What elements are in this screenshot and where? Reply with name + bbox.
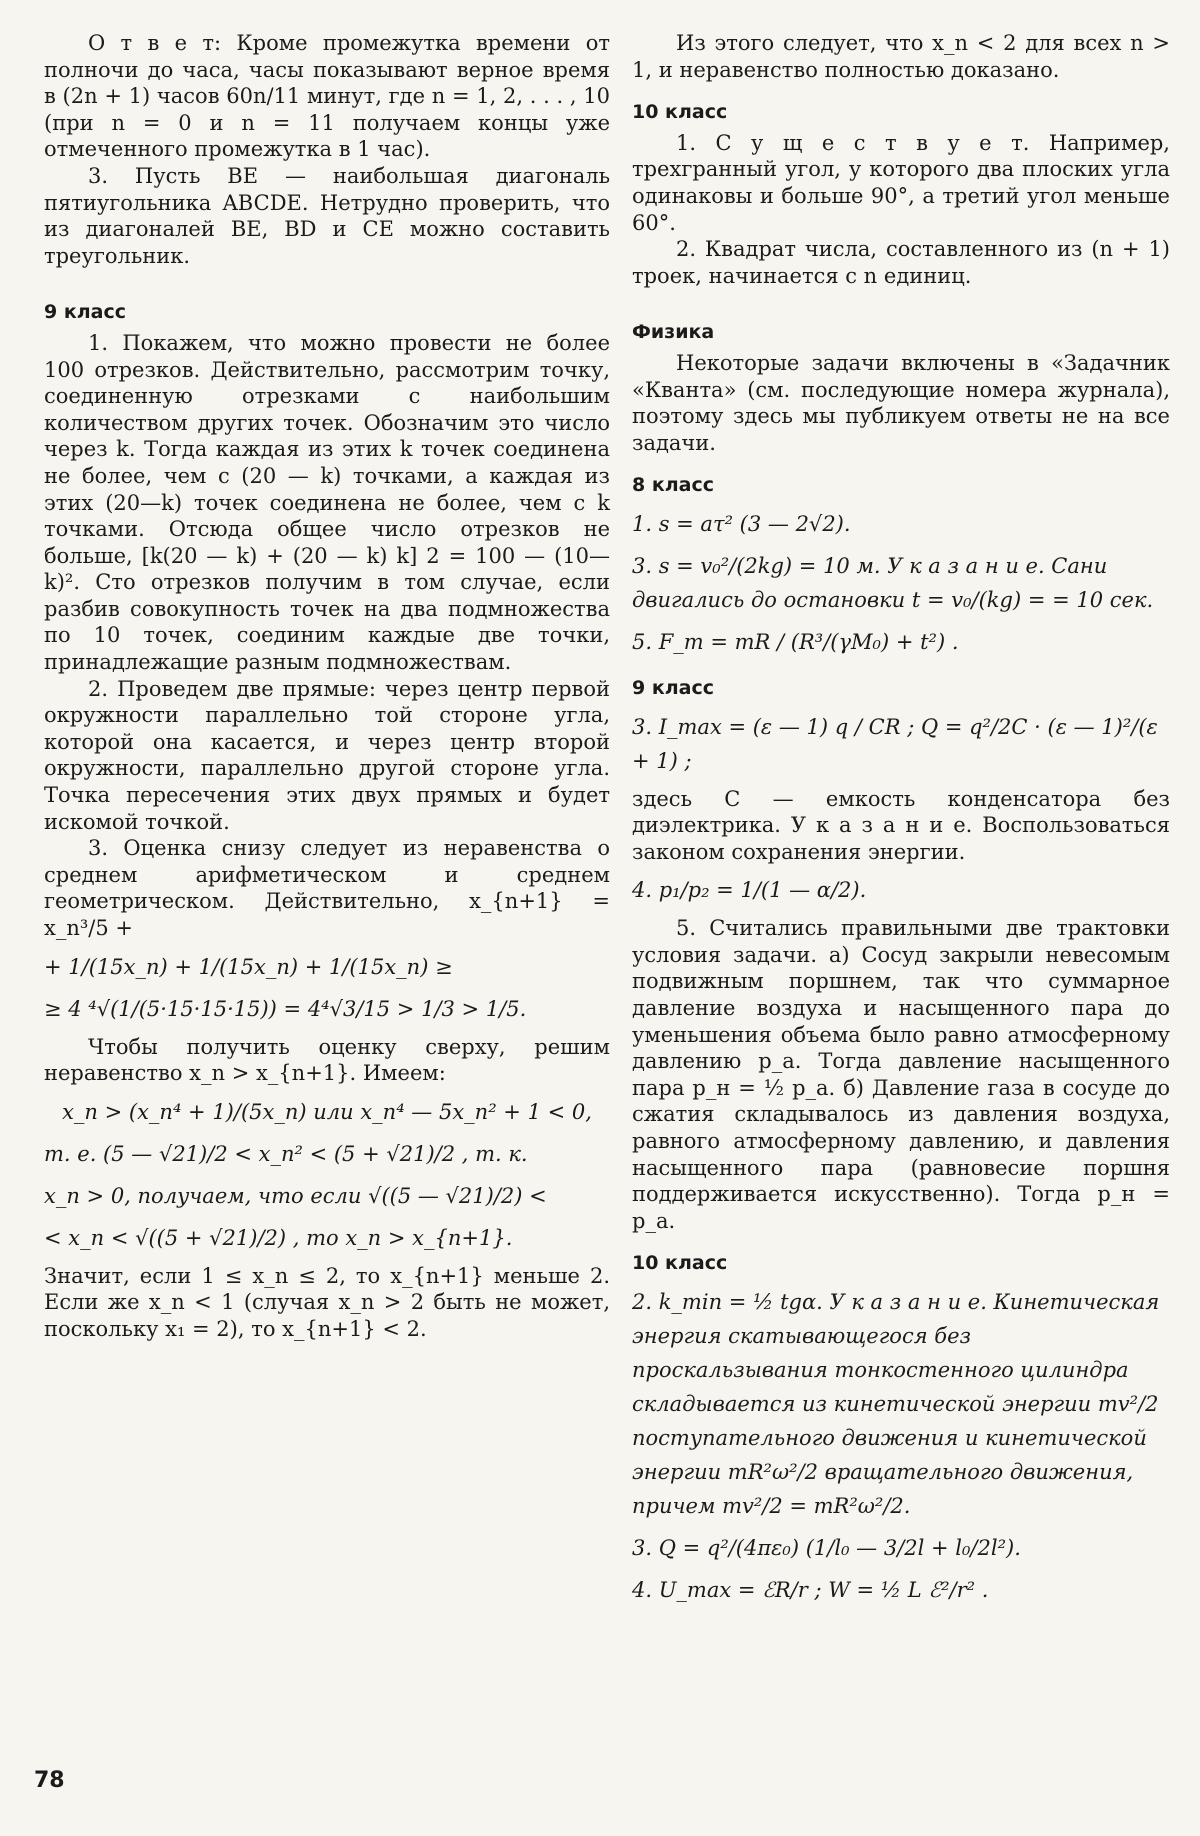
physics-heading-8: 8 класс xyxy=(632,474,714,497)
physics-9-3-note: здесь C — емкость конденсатора без диэлектрика. У к а з а н и е. Воспользоваться законом сохранения энергии. xyxy=(632,786,1170,864)
formula-10-2: 2. k_min = ½ tgα. У к а з а н и е. Кинетическая энергия скатывающегося без проскальзывания тонкостенного цилиндра складывается из кинетической энергии mv²/2 поступательного движения и кинетической энергии mR²ω²/2 вращательного движения, причем mv²/2 = mR²ω²/2. xyxy=(632,1290,1160,1518)
formula-9-3e: x_n > 0, получаем, что если √((5 — √21)/2) < xyxy=(44,1183,547,1208)
right-column xyxy=(632,30,1170,1615)
answer-paragraph: О т в е т: Кроме промежутка времени от полночи до часа, часы показывают верное время в (2n + 1) часов 60n/11 минут, где n = 1, 2, . . . , 10 (при n = 0 и n = 11 получаем концы уже отмеченного промежутка в 1 час). xyxy=(44,31,610,162)
problem-9-3-conclusion: Значит, если 1 ≤ x_n ≤ 2, то x_{n+1} меньше 2. Если же x_n < 1 (случая x_n > 2 быть не может, поскольку x₁ = 2), то x_{n+1} < 2. xyxy=(44,1263,610,1341)
problem-9-2: 2. Проведем две прямые: через центр первой окружности параллельно той стороне угла, которой она касается, и через центр второй окружности, параллельно другой стороне угла. Точка пересечения этих двух прямых и будет искомой точкой. xyxy=(44,676,610,834)
formula-9-3f: < x_n < √((5 + √21)/2) , то x_n > x_{n+1}. xyxy=(44,1225,513,1250)
formula-8-1: 1. s = aτ² (3 — 2√2). xyxy=(632,511,851,536)
problem-9-3-upper: Чтобы получить оценку сверху, решим неравенство x_n > x_{n+1}. Имеем: xyxy=(44,1034,610,1086)
formula-8-3: 3. s = v₀²/(2kg) = 10 м. У к а з а н и е. Сани двигались до остановки t = v₀/(kg) = = 10 сек. xyxy=(632,553,1154,612)
formula-9-3d: т. е. (5 — √21)/2 < x_n² < (5 + √21)/2 , т. к. xyxy=(44,1141,528,1166)
formula-9-3a: + 1/(15x_n) + 1/(15x_n) + 1/(15x_n) ≥ xyxy=(44,954,453,979)
problem-9-1: 1. Покажем, что можно провести не более 100 отрезков. Действительно, рассмотрим точку, соединенную отрезками с наибольшим количеством других точек. Обозначим это число через k. Тогда каждая из этих k точек соединена не более, чем с (20 — k) точками, а каждая из этих (20—k) точек соединена не более, чем с k точками. Отсюда общее число отрезков не больше, [k(20 — k) + (20 — k) k] 2 = 100 — (10—k)². Сто отрезков получим в том случае, если разбив совокупность точек на два подмножества по 10 точек, соединим каждые две точки, принадлежащие разным подмножествам. xyxy=(44,330,610,675)
formula-9-4: 4. p₁/p₂ = 1/(1 — α/2). xyxy=(632,878,867,903)
formula-8-5: 5. F_т = mR / (R³/(γM₀) + t²) . xyxy=(632,629,959,654)
left-column xyxy=(44,30,610,1343)
physics-intro: Некоторые задачи включены в «Задачник «Кванта» (см. последующие номера журнала), поэтому здесь мы публикуем ответы не на все задачи. xyxy=(632,350,1170,455)
section-heading-physics: Физика xyxy=(632,321,715,344)
physics-heading-10: 10 класс xyxy=(632,1252,728,1275)
section-heading-10: 10 класс xyxy=(632,101,728,124)
physics-heading-9: 9 класс xyxy=(632,676,714,699)
problem-10-1: 1. С у щ е с т в у е т. Например, трехгранный угол, у которого два плоских угла одинаковы и больше 90°, а третий угол меньше 60°. xyxy=(632,130,1170,235)
problem-10-2: 2. Квадрат числа, составленного из (n + 1) троек, начинается с n единиц. xyxy=(632,237,1170,288)
formula-10-3: 3. Q = q²/(4πε₀) (1/l₀ — 3/2l + l₀/2l²). xyxy=(632,1536,1021,1560)
problem-9-3: 3. Оценка снизу следует из неравенства о среднем арифметическом и среднем геометрическом. Действительно, x_{n+1} = x_n³/5 + xyxy=(44,836,610,940)
problem-3-answer: 3. Пусть BE — наибольшая диагональ пятиугольника ABCDE. Нетрудно проверить, что из диагоналей BE, BD и CE можно составить треугольник. xyxy=(44,163,610,268)
continuation-paragraph: Из этого следует, что x_n < 2 для всех n > 1, и неравенство полностью доказано. xyxy=(632,31,1170,82)
formula-10-4: 4. U_max = ℰR/r ; W = ½ L ℰ²/r² . xyxy=(632,1578,989,1602)
formula-9-3: 3. I_max = (ε — 1) q / CR ; Q = q²/2C · (ε — 1)²/(ε + 1) ; xyxy=(632,714,1158,773)
section-heading-9: 9 класс xyxy=(44,301,126,324)
page-number: 78 xyxy=(34,1768,65,1793)
formula-9-3c: x_n > (x_n⁴ + 1)/(5x_n) или x_n⁴ — 5x_n² + 1 < 0, xyxy=(62,1099,592,1124)
physics-9-5: 5. Считались правильными две трактовки условия задачи. а) Сосуд закрыли невесомым подвижным поршнем, так что суммарное давление воздуха и насыщенного пара до уменьшения объема было равно атмосферному давлению p_a. Тогда давление насыщенного пара p_н = ½ p_a. б) Давление газа в сосуде до сжатия складывалось из давления воздуха, равного атмосферному давлению, и давления насыщенного пара (равновесие поршня поддерживается искусственно). Тогда p_н = p_a. xyxy=(632,916,1170,1233)
formula-9-3b: ≥ 4 ⁴√(1/(5·15·15·15)) = 4⁴√3/15 > 1/3 > 1/5. xyxy=(44,996,527,1021)
